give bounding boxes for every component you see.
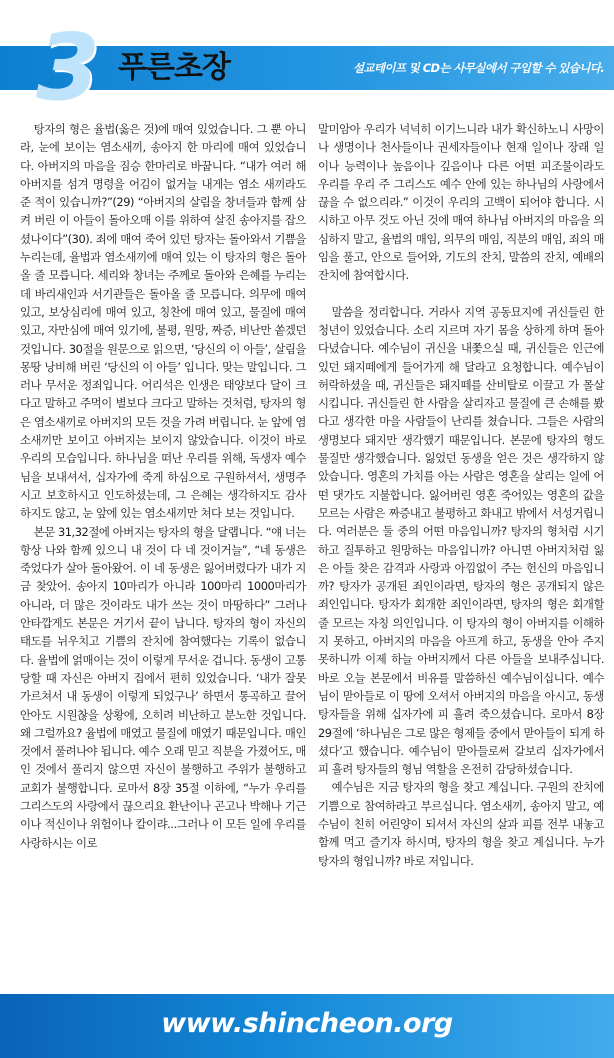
header-tagline: 설교테이프 및 CD는 사무실에서 구입할 수 있습니다. [352, 61, 604, 75]
paragraph: 본문 31,32절에 아버지는 탕자의 형을 달랩니다. “얘 너는 항상 나와 함께 있으니 내 것이 다 네 것이거늘”, “네 동생은 죽었다가 살아 돌아왔어. 이 네 동생은 잃어버렸다가 내가 지금 찾았어. 송아지 10마리가 아니라 100마리 1000마리가 아니라, 더 많은 것이라도 내가 쓰는 것이 마땅하다” 그러나 안타깝게도 본문은 거기서 끝이 납니다. 탕자의 형이 자신의 태도를 뉘우치고 기쁨의 잔치에 참여했다는 기록이 없습니다. 율법에 얽매이는 것이 이렇게 무서운 겁니다. 동생이 고통당할 때 자신은 아버지 집에서 편히 있었습니다. ‘내가 잘못 가르쳐서 내 동생이 이렇게 되었구나’ 하면서 통곡하고 끌어안아도 시원찮을 상황에, 오히려 비난하고 분노한 것입니다. 왜 그럴까요? 율법에 매였고 물질에 매였기 때문입니다. 매인 것에서 풀려나야 됩니다. 예수 오래 믿고 직분을 가졌어도, 매인 것에서 풀리지 않으면 자신이 불행하고 주위가 불행하고 교회가 불행합니다. 로마서 8장 35절 이하에, “누가 우리를 그리스도의 사랑에서 끊으리요 환난이나 곤고나 박해나 기근이나 적신이나 위험이나 칼이랴...그러나 이 모든 일에 우리를 사랑하시는 이로 [20, 524, 306, 850]
article-column-right [318, 120, 604, 870]
paragraph: 말씀을 정리합니다. 거라사 지역 공동묘지에 귀신들린 한 청년이 있었습니다. 소리 지르며 자기 몸을 상하게 하며 돌아다녔습니다. 예수님이 귀신을 내쫓으실 때, 귀신들은 인근에 있던 돼지떼에게 들어가게 해 달라고 요청합니다. 예수님이 허락하셨을 때, 귀신들은 돼지떼를 산비탈로 이끌고 가 몰살시킵니다. 귀신들린 한 사람을 살리자고 물질에 큰 손해를 봤다고 생각한 마을 사람들이 난리를 쳤습니다. 그들은 사람의 생명보다 돼지만 생각했기 때문입니다. 본문에 탕자의 형도 물질만 생각했습니다. 잃었던 동생을 얻은 것은 생각하지 않았습니다. 영혼의 가치를 아는 사람은 영혼을 살리는 일에 어떤 댓가도 지불합니다. 잃어버린 영혼 죽어있는 영혼의 값을 모르는 사람은 짜증내고 불평하고 화내고 밖에서 서성거립니다. 여러분은 둘 중의 어떤 마음입니까? 탕자의 형처럼 시기하고 질투하고 원망하는 마음입니까? 아니면 아버지처럼 잃은 아들 찾은 감격과 사랑과 아낌없이 주는 헌신의 마음입니까? 탕자가 공개된 죄인이라면, 탕자의 형은 공개되지 않은 죄인입니다. 탕자가 회개한 죄인이라면, 탕자의 형은 회개할 줄 모르는 자칭 의인입니다. 이 탕자의 형이 아버지를 이해하지 못하고, 아버지의 마음을 아프게 하고, 동생을 안아 주지 못하니까 이제 하늘 아버지께서 다른 아들을 보내주십니다. 바로 오늘 본문에서 비유를 말씀하신 예수님이십니다. 예수님이 맏아들로 이 땅에 오셔서 아버지의 마음을 아시고, 동생 탕자들을 위해 십자가에 피 흘려 죽으셨습니다. 로마서 8장 29절에 ‘하나님은 그로 많은 형제들 중에서 맏아들이 되게 하셨다’고 했습니다. 예수님이 맏아들로써 갈보리 십자가에서 피 흘려 탕자들의 형님 역할을 온전히 감당하셨습니다. [318, 304, 604, 777]
paragraph: 탕자의 형은 율법(옳은 것)에 매여 있었습니다. 그 뿐 아니라, 눈에 보이는 염소새끼, 송아지 한 마리에 매여 있었습니다. 아버지의 마음을 짐승 한마리로 바꿉니다. “내가 여러 해 아버지를 섬겨 명령을 어김이 없거늘 내게는 염소 새끼라도 준 적이 있습니까?”(29) “아버지의 살림을 창녀들과 함께 삼켜 버린 이 아들이 돌아오매 이를 위하여 살진 송아지를 잡으셨나이다”(30). 죄에 매여 죽어 있던 탕자는 돌아와서 기쁨을 누리는데, 율법과 염소새끼에 매여 있는 이 탕자의 형은 돌아올 줄 모릅니다. 세리와 창녀는 주께로 돌아와 은혜를 누리는데 바리새인과 서기관들은 돌아올 줄 모릅니다. 의무에 매여 있고, 보상심리에 매여 있고, 칭찬에 매여 있고, 물질에 매여 있고, 자만심에 매여 있기에, 불평, 원망, 짜증, 비난만 쏱겠던 것입니다. 30절을 원문으로 읽으면, ‘당신의 이 아들’, 살림을 몽땅 낭비해 버린 ‘당신의 이 아들’ 입니다. 맞는 말입니다. 그러나 무서운 정죄입니다. 어리석은 인생은 태양보다 달이 크다고 말하고 주먹이 별보다 크다고 말하는 것처럼, 탕자의 형은 염소새끼로 아버지의 모든 것을 가려 버립니다. 눈 앞에 염소새끼만 보이고 아버지는 보이지 않았습니다. 이것이 바로 우리의 모습입니다. 하나님을 떠난 우리를 위해, 독생자 예수님을 보내셔서, 십자가에 죽게 하심으로 구원하셔서, 생명주시고 보호하시고 인도하셨는데, 그 은혜는 생각하지도 감사하지도 않고, 눈 앞에 있는 염소새끼만 쳐다 보는 것입니다. [20, 122, 306, 521]
paragraph: 말미암아 우리가 넉넉히 이기느니라 내가 확신하노니 사망이나 생명이나 천사들이나 권세자들이나 현재 일이나 장래 일이나 능력이나 높음이나 깊음이나 다른 어떤 피조물이라도 우리를 우리 주 그리스도 예수 안에 있는 하나님의 사랑에서 끊을 수 없으리라.” 이것이 우리의 고백이 되어야 합니다. 시시하고 아무 것도 아닌 것에 매여 하나님 아버지의 마음을 의심하지 말고, 율법의 매임, 의무의 매임, 직분의 매임, 죄의 매임을 풀고, 안으로 들어와, 기도의 잔치, 말씀의 잔치, 예배의 잔치에 참여합시다. [318, 122, 604, 283]
paragraph: 예수님은 지금 탕자의 형을 찾고 계십니다. 구원의 잔치에 기쁨으로 참여하라고 부르십니다. 염소새끼, 송아지 말고, 예수님이 친히 어린양이 되셔서 자신의 살과 피를 전부 내놓고 함께 먹고 즐기자 하시며, 탕자의 형을 찾고 계십니다. 누가 탕자의 형입니까? 바로 저입니다. [318, 780, 604, 868]
article-column-left [20, 120, 306, 852]
page-header [0, 0, 614, 121]
series-number: 3 [36, 14, 101, 121]
series-title: 푸른초장 [118, 50, 230, 85]
page-footer [0, 994, 614, 1058]
website-url: www.shincheon.org [161, 1008, 453, 1039]
